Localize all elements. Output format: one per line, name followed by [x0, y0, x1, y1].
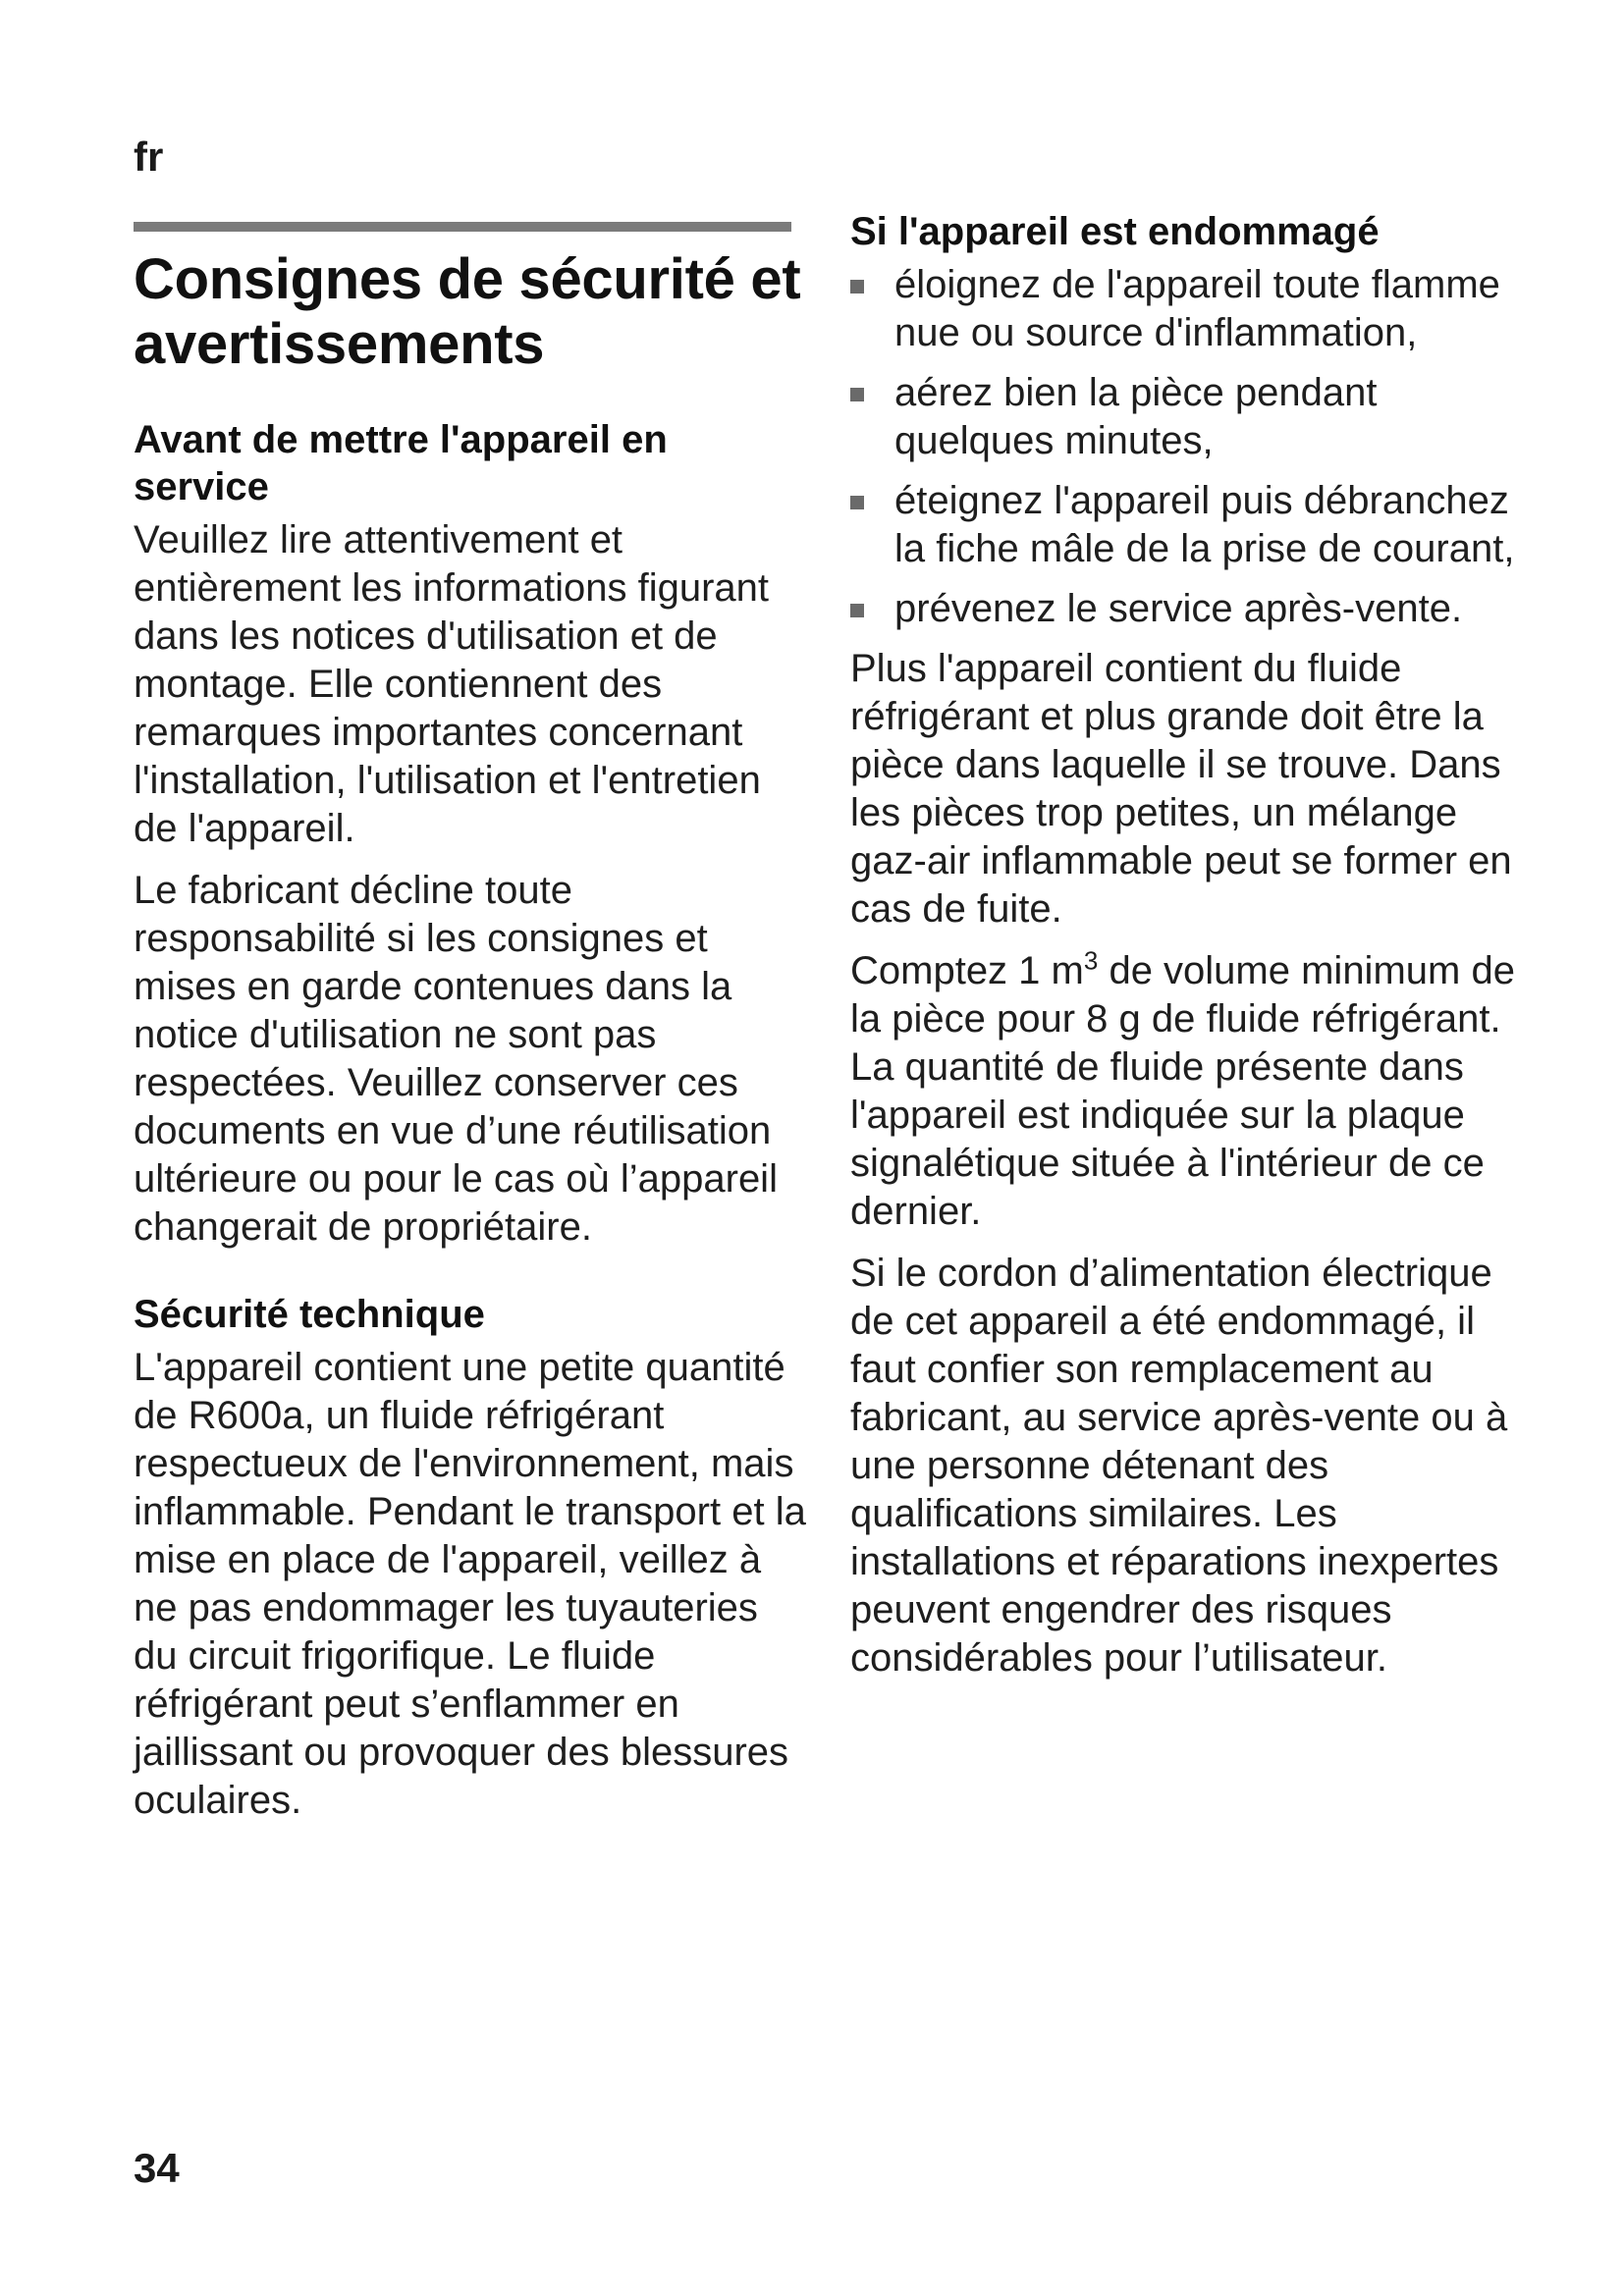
left-column — [134, 247, 811, 1839]
square-bullet-icon — [850, 388, 864, 401]
page-number: 34 — [134, 2145, 180, 2191]
list-item-text: éloignez de l'appareil toute flamme nue ou source d'inflammation, — [894, 263, 1500, 354]
section-heading-technical-safety: Sécurité technique — [134, 1293, 485, 1336]
right-column — [850, 208, 1518, 1696]
list-item — [850, 585, 1518, 633]
paragraph-liability: Le fabricant décline toute responsabilité si les consignes et mises en garde contenues dans la notice d'utilisation ne sont pas respectées. Veuillez conserver ces documents en vue d’une réutilisation ultérieure ou pour le cas où l’appareil changerait de propriétaire. — [134, 869, 778, 1249]
list-item-text: aérez bien la pièce pendant quelques minutes, — [894, 371, 1378, 462]
square-bullet-icon — [850, 280, 864, 294]
paragraph-volume-requirement: Comptez 1 $m^3$ de volume minimum de la pièce pour 8 g de fluide réfrigérant. La quantité de fluide présente dans l'appareil est indiquée sur la plaque signalétique située à l'intérieur de ce dernier. — [850, 945, 1515, 1233]
paragraph-power-cord: Si le cordon d’alimentation électrique de cet appareil a été endommagé, il faut confier son remplacement au fabricant, au service après-vente ou à une personne détenant des qualifications similaires. Les installations et réparations inexpertes peuvent engendrer des risques considérables pour l’utilisateur. — [850, 1252, 1508, 1680]
paragraph-refrigerant: L'appareil contient une petite quantité de R600a, un fluide réfrigérant respectueux de l'environnement, mais inflammable. Pendant le transport et la mise en place de l'appareil, veillez à ne pas endommager les tuyauteries du circuit frigorifique. Le fluide réfrigérant peut s’enflammer en jaillissant ou provoquer des blessures oculaires. — [134, 1346, 806, 1822]
list-item-text: prévenez le service après-vente. — [894, 587, 1463, 630]
damage-instructions-list — [850, 261, 1518, 633]
paragraph-read-instructions: Veuillez lire attentivement et entièrement les informations figurant dans les notices d'utilisation et de montage. Elle contiennent des remarques importantes concernant l'installation, l'utilisation et l'entretien de l'appareil. — [134, 518, 769, 850]
list-item — [850, 369, 1518, 465]
section-rule — [134, 222, 791, 232]
list-item — [850, 261, 1518, 357]
square-bullet-icon — [850, 496, 864, 509]
paragraph-room-size: Plus l'appareil contient du fluide réfrigérant et plus grande doit être la pièce dans laquelle il se trouve. Dans les pièces trop petites, un mélange gaz-air inflammable peut se former en cas de fuite. — [850, 647, 1512, 931]
list-item-text: éteignez l'appareil puis débranchez la fiche mâle de la prise de courant, — [894, 479, 1515, 570]
section-heading-damaged: Si l'appareil est endommagé — [850, 210, 1380, 253]
section-heading-before-use: Avant de mettre l'appareil en service — [134, 418, 668, 508]
language-code: fr — [134, 133, 164, 180]
page-title: Consignes de sécurité et avertissements — [134, 247, 801, 376]
square-bullet-icon — [850, 604, 864, 617]
list-item — [850, 477, 1518, 573]
